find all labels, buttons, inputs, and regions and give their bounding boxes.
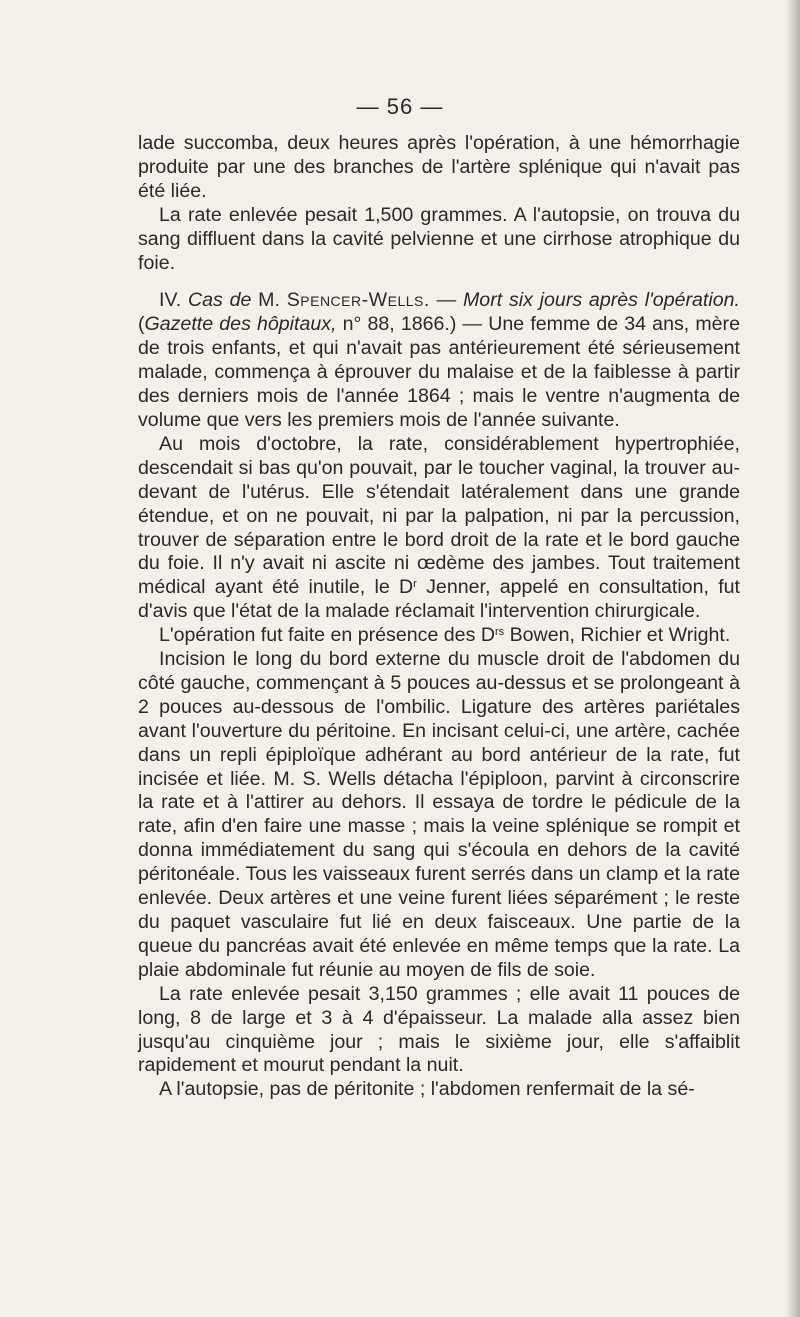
doctors-superscript: rs	[494, 626, 505, 639]
paragraph-5	[138, 624, 740, 648]
paragraph-5-part-a: L'opération fut faite en présence des D	[159, 624, 495, 647]
paragraph-6: Incision le long du bord externe du muscle droit de l'abdomen du côté gauche, commençant à 5 pouces au-dessus et se prolongeant à 2 pouces au-dessous de l'ombilic. Ligature des artères pariétales avant l'ouverture du péritoine. En incisant celui-ci, une artère, cachée dans un repli épiploïque adhérant au bord antérieur de la rate, fut incisée et liée. M. S. Wells détacha l'épiploon, parvint à circonscrire la rate et à l'attirer au dehors. Il essaya de tordre le pédicule de la rate, afin d'en faire une masse ; mais la veine splénique se rompit et donna immédiatement du sang qui s'écoula en dehors de la cavité péritonéale. Tous les vaisseaux furent serrés dans un clamp et la rate enlevée. Deux artères et une veine furent liées séparément ; le reste du paquet vasculaire fut lié en deux faisceaux. Une partie de la queue du pancréas avait été enlevée en même temps que la rate. La plaie abdominale fut réunie au moyen de fils de soie.	[138, 648, 740, 981]
paragraph-5-part-b: Bowen, Richier et Wright.	[504, 624, 731, 647]
source-open: (	[138, 313, 145, 336]
paragraph-4-part-b: Jenner, appelé en consultation, fut d'avis que l'état de la malade réclamait l'intervention chirurgicale.	[138, 576, 740, 623]
page-edge-shadow	[786, 0, 800, 1317]
paragraph-1: lade succomba, deux heures après l'opération, à une hémorrhagie produite par une des branches de l'artère splénique qui n'avait pas été liée.	[138, 132, 740, 202]
surgeon-name: Spencer-Wells.	[286, 289, 430, 312]
source-journal: Gazette des hôpitaux,	[144, 313, 337, 336]
body-text	[138, 132, 740, 1102]
case-numeral: IV.	[159, 289, 182, 312]
case-history: n° 88, 1866.) — Une femme de 34 ans, mère de trois enfants, et qui n'avait pas antérieurement été sérieusement malade, commença à éprouver du malaise et de la faiblesse à partir des derniers mois de l'année 1864 ; mais le ventre n'augmenta de volume que vers les premiers mois de l'année suivante.	[138, 313, 740, 431]
paragraph-7: La rate enlevée pesait 3,150 grammes ; elle avait 11 pouces de long, 8 de large et 3 à 4 d'épaisseur. La malade alla assez bien jusqu'au cinquième jour ; mais le sixième jour, elle s'affaiblit rapidement et mourut pendant la nuit.	[138, 982, 740, 1077]
page-number: — 56 —	[356, 94, 444, 119]
surgeon-title: M.	[258, 289, 280, 312]
paragraph-2: La rate enlevée pesait 1,500 grammes. A l'autopsie, on trouva du sang diffluent dans la cavité pelvienne et une cirrhose atrophique du foie.	[138, 203, 740, 274]
paragraph-4	[138, 433, 740, 624]
paragraph-4-part-a: Au mois d'octobre, la rate, considérablement hypertrophiée, descendait si bas qu'on pouvait, par le toucher vaginal, la trouver au-devant de l'utérus. Elle s'étendait latéralement dans une grande étendue, et on ne pouvait, ni par la palpation, ni par la percussion, trouver de séparation entre le bord droit de la rate et le bord gauche du foie. Il n'y avait ni ascite ni œdème des jambes. Tout traitement médical ayant été inutile, le D	[138, 432, 740, 599]
heading-dash: —	[436, 289, 457, 312]
case-title: Mort six jours après l'opération.	[462, 289, 740, 312]
case-prefix: Cas de	[187, 289, 252, 312]
doctor-superscript: r	[413, 578, 417, 591]
case-heading-paragraph	[138, 289, 740, 432]
paragraph-8: A l'autopsie, pas de péritonite ; l'abdomen renfermait de la sé-	[159, 1078, 695, 1101]
